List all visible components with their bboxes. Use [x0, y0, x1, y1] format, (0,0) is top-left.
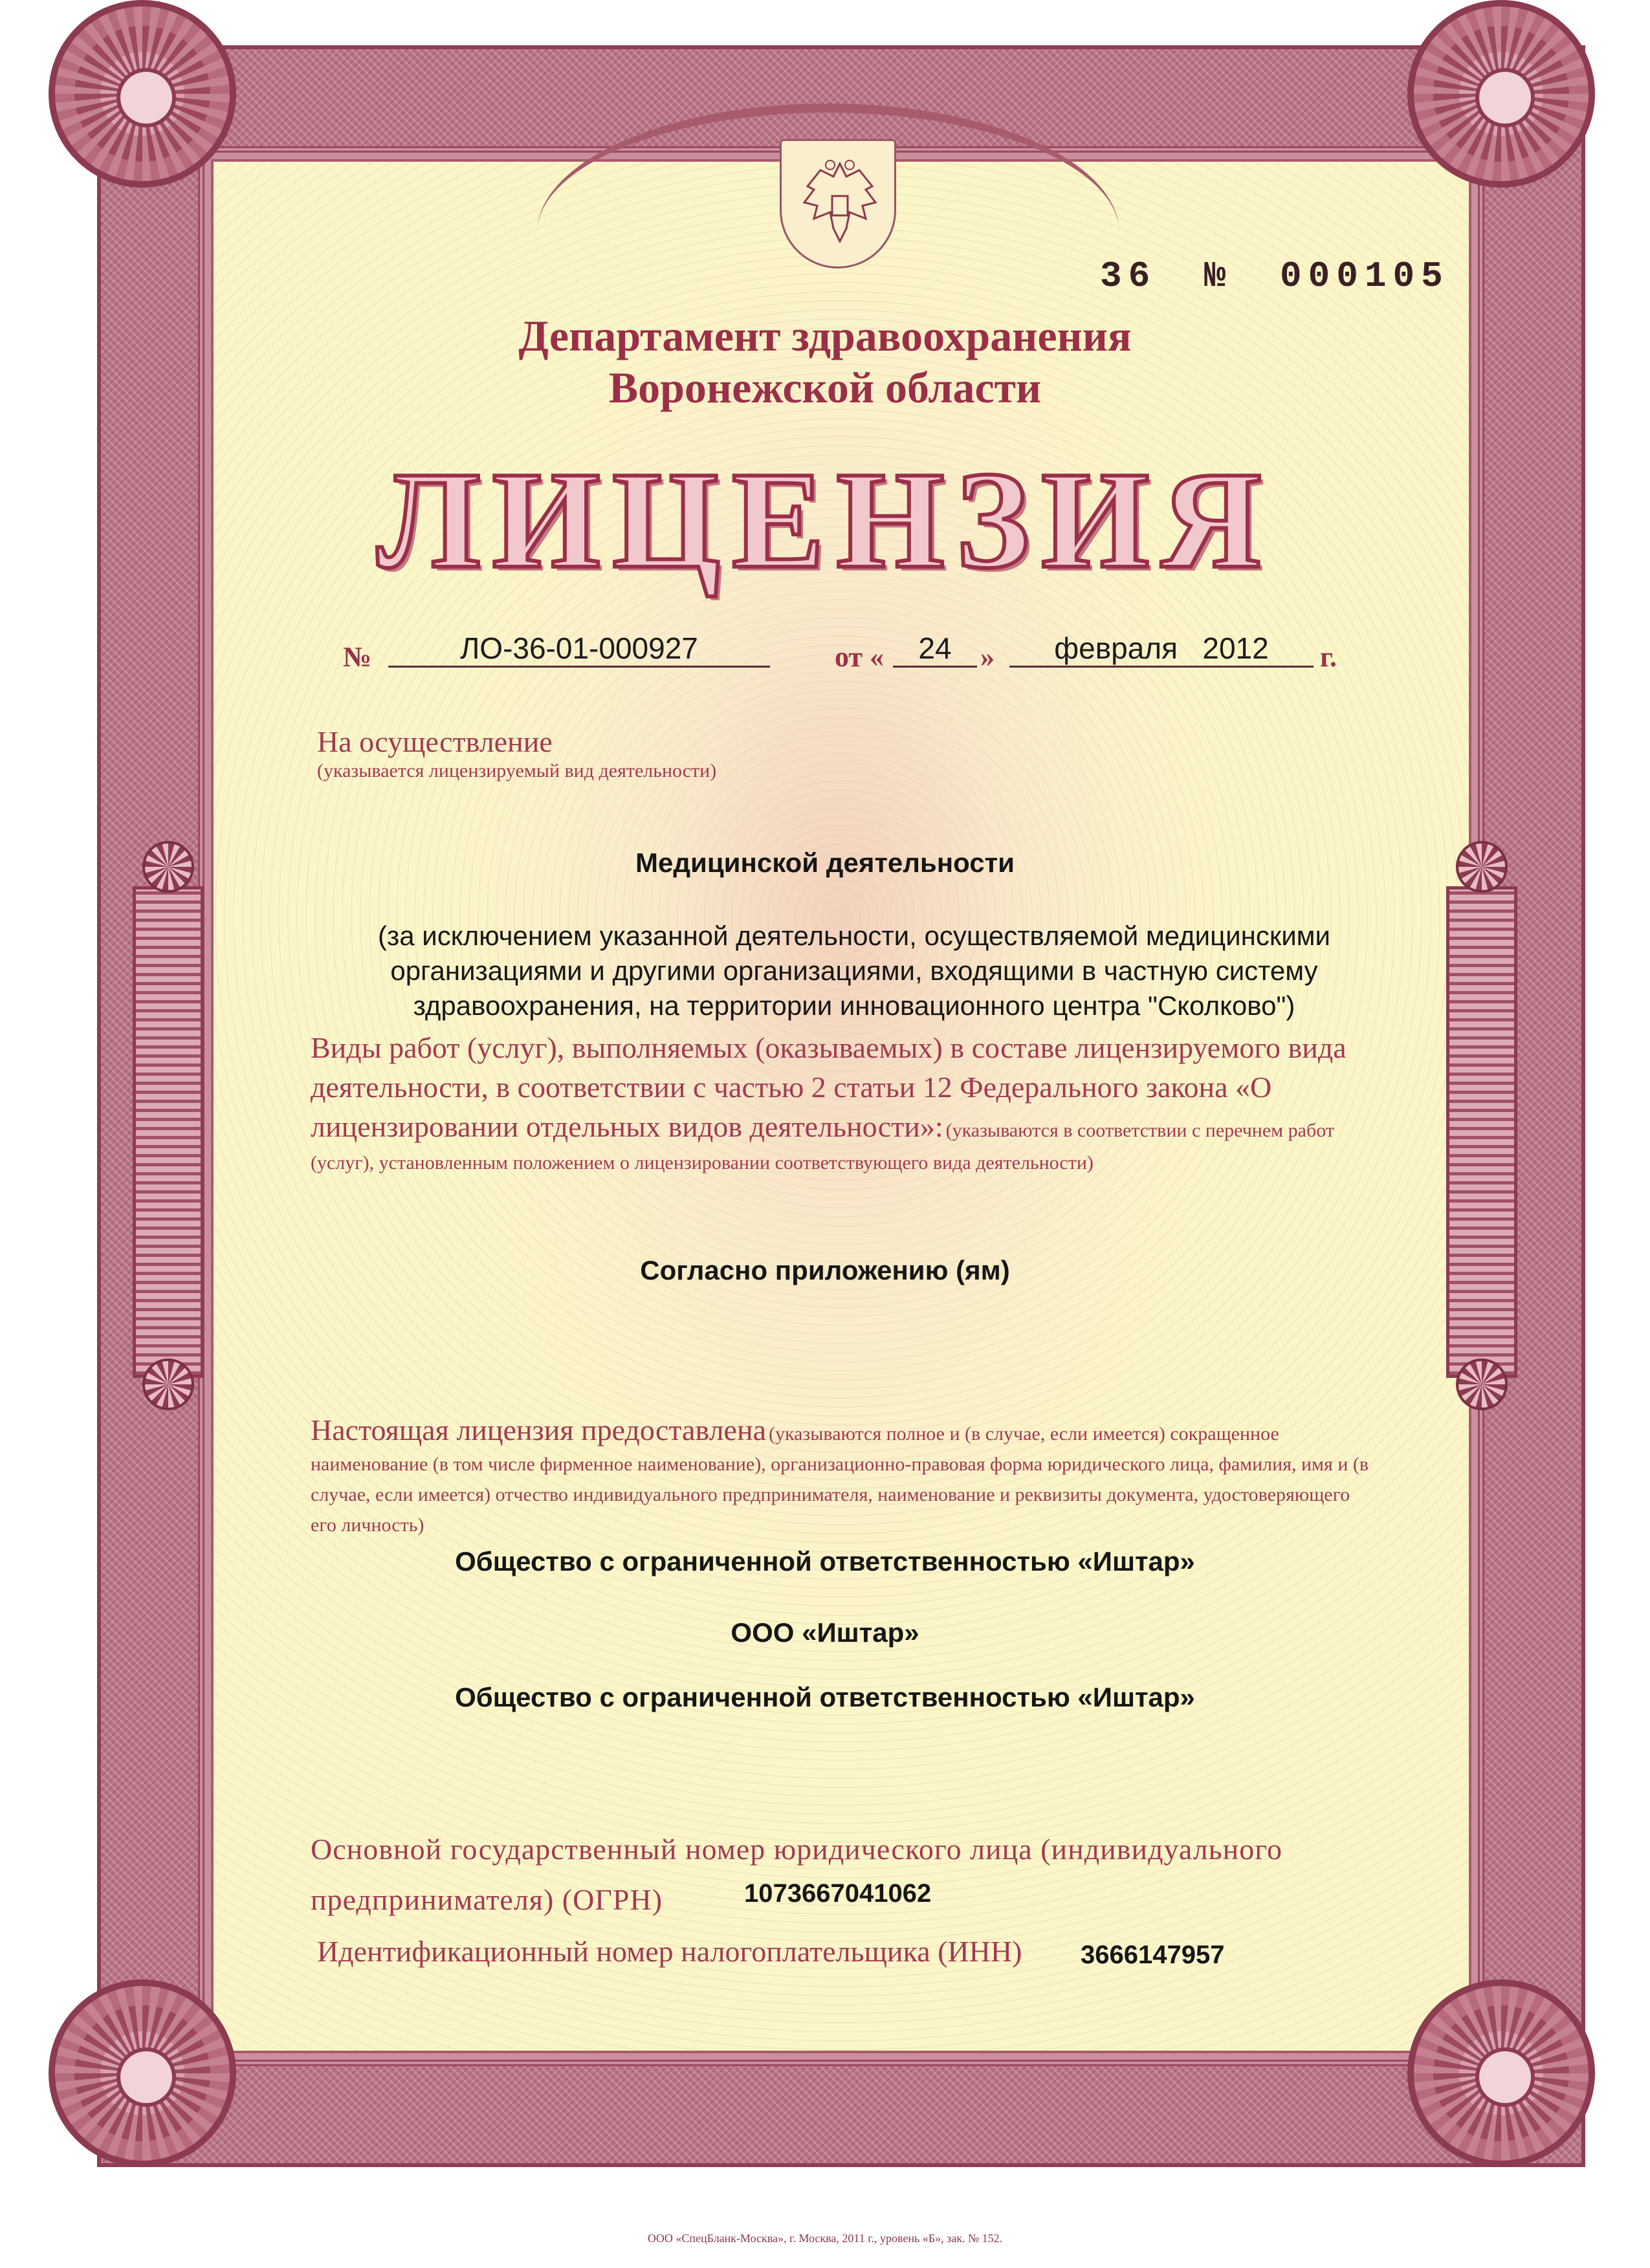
- serial-region: 36: [1100, 256, 1157, 297]
- license-date-from-label: от «: [835, 641, 885, 673]
- document-title: ЛИЦЕНЗИЯ: [377, 442, 1273, 597]
- works-lead-hint: (указываются в соответствии с перечнем работ (услуг), установленным положением о лицензировании соответствующего вида деятельности): [311, 1120, 1334, 1173]
- department-name-line1: Департамент здравоохранения: [518, 311, 1132, 360]
- side-ornament-right: [1446, 886, 1517, 1378]
- corner-rosette-top-left: [49, 0, 236, 188]
- works-lead-main: Виды работ (услуг), выполняемых (оказываемых) в составе лицензируемого вида деятельности, в соответствии с частью 2 статьи 12 Федерального закона «О лицензировании отдельных видов деятельности»:: [311, 1031, 1347, 1143]
- ogrn-label: Основной государственный номер юридического лица (индивидуального предпринимателя) (ОГРН): [311, 1833, 1282, 1916]
- license-date-day: 24: [893, 631, 977, 668]
- coat-of-arms-emblem: [780, 139, 896, 268]
- serial-sign: №: [1204, 256, 1233, 297]
- blank-serial-number: [1100, 256, 1449, 297]
- ogrn-value: 1073667041062: [744, 1879, 932, 1908]
- holder-lead: [311, 1413, 1372, 1542]
- works-value: Согласно приложению (ям): [640, 1255, 1010, 1285]
- license-number-value: ЛО-36-01-000927: [388, 631, 770, 668]
- license-date-month-year: февраля 2012: [1009, 631, 1314, 668]
- license-date-year-suffix: г.: [1320, 641, 1337, 673]
- holder-full-name: Общество с ограниченной ответственностью «Иштар»: [455, 1546, 1195, 1576]
- side-ornament-left: [133, 886, 204, 1378]
- holder-lead-hint: (указываются полное и (в случае, если имеется) сокращенное наименование (в том числе фирменное наименование), организационно-правовая форма юридического лица, фамилия, имя и (в случае, если имеется) отчество индивидуального предпринимателя, наименование и реквизиты документа, удостоверяющего его личность): [311, 1423, 1369, 1536]
- activity-name: Медицинской деятельности: [635, 847, 1015, 878]
- inn-value: 3666147957: [1081, 1941, 1225, 1969]
- corner-rosette-bottom-right: [1407, 1979, 1595, 2167]
- side-knot-left-bottom: [142, 1358, 194, 1410]
- double-headed-eagle-icon: [795, 151, 885, 261]
- corner-rosette-bottom-left: [49, 1979, 236, 2167]
- side-knot-right-bottom: [1456, 1358, 1508, 1410]
- department-name-line2: Воронежской области: [608, 363, 1042, 412]
- license-number-label: №: [343, 641, 372, 673]
- holder-short-name: ООО «Иштар»: [731, 1617, 919, 1648]
- inn-label: Идентификационный номер налогоплательщика (ИНН): [317, 1935, 1022, 1968]
- works-lead: [311, 1032, 1372, 1183]
- license-date-close-quote: »: [980, 641, 995, 673]
- activity-exception: (за исключением указанной деятельности, осуществляемой медицинскими организациями и другими организациями, входящими в частную систему здравоохранения, на территории инновационного центра "Сколково"): [378, 921, 1330, 1021]
- holder-firm-name: Общество с ограниченной ответственностью «Иштар»: [455, 1682, 1195, 1712]
- activity-hint: (указывается лицензируемый вид деятельности): [317, 760, 717, 781]
- serial-number: 000105: [1280, 256, 1449, 297]
- corner-rosette-top-right: [1407, 0, 1595, 188]
- printer-imprint: ООО «СпецБланк-Москва», г. Москва, 2011 г., уровень «Б», зак. № 152.: [647, 2232, 1003, 2245]
- holder-lead-main: Настоящая лицензия предоставлена: [311, 1413, 766, 1446]
- activity-label: На осуществление: [317, 725, 553, 758]
